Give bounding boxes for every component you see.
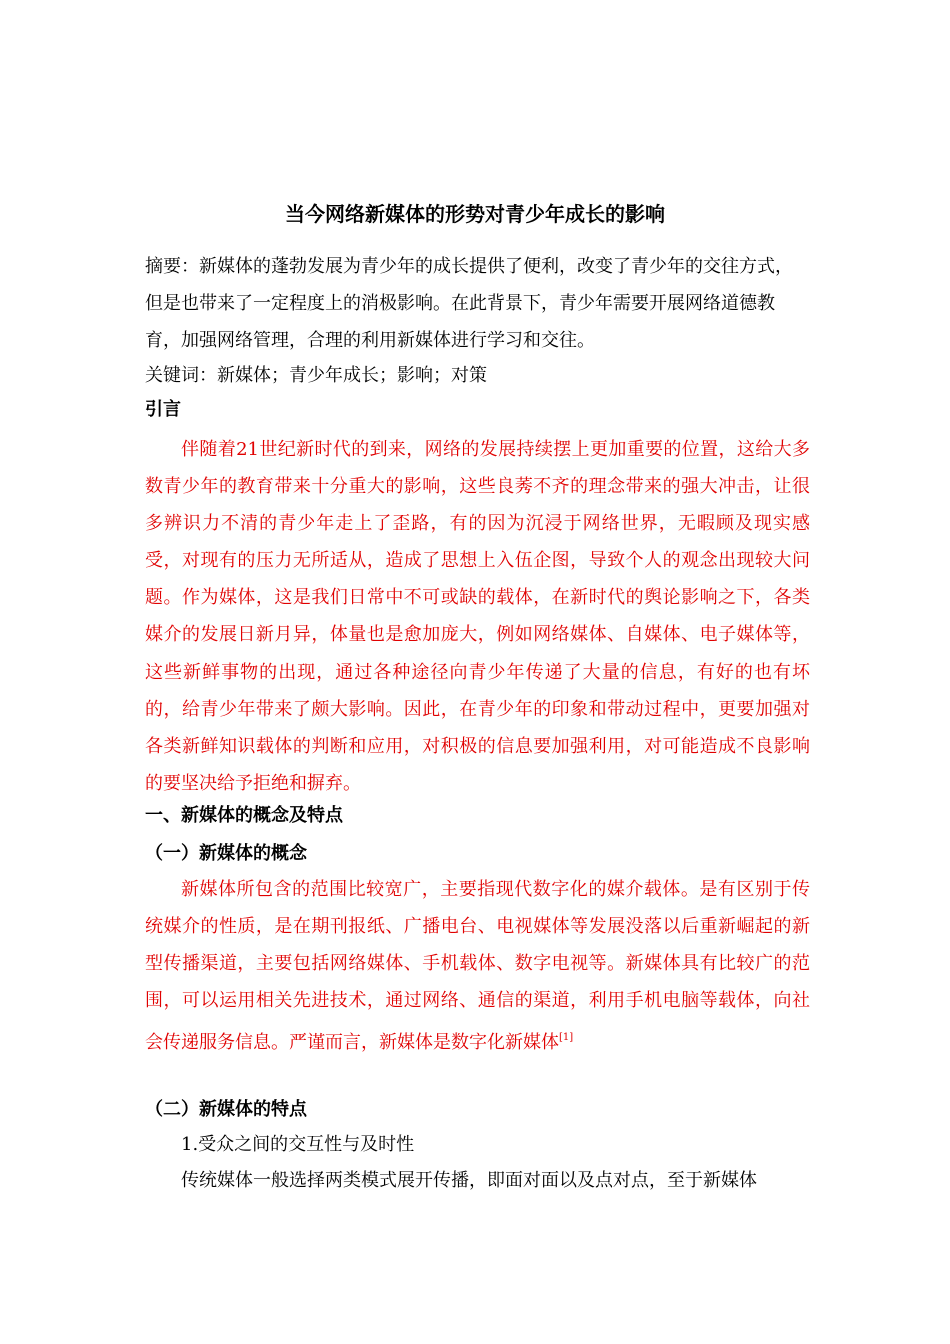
document-title: 当今网络新媒体的形势对青少年成长的影响 (285, 202, 665, 226)
section-heading-1: 一、新媒体的概念及特点 (145, 805, 343, 826)
feature-paragraph: 传统媒体一般选择两类模式展开传播，即面对面以及点对点，至于新媒体 (181, 1170, 757, 1191)
subsection-heading-concept: （一）新媒体的概念 (145, 843, 307, 864)
subsection-heading-features: （二）新媒体的特点 (145, 1099, 307, 1120)
citation-marker[interactable]: [1] (559, 1032, 574, 1044)
list-item-1: 1.受众之间的交互性与及时性 (181, 1134, 415, 1155)
concept-paragraph (145, 871, 810, 1061)
concept-text: 新媒体所包含的范围比较宽广，主要指现代数字化的媒介载体。是有区别于传统媒介的性质，是在期刊报纸、广播电台、电视媒体等发展没落以后重新崛起的新型传播渠道，主要包括网络媒体、手机载体、数字电视等。新媒体具有比较广的范围，可以运用相关先进技术，通过网络、通信的渠道，利用手机电脑等载体，向社会传递服务信息。严谨而言，新媒体是数字化新媒体 (145, 879, 810, 1054)
intro-paragraph: 伴随着21世纪新时代的到来，网络的发展持续摆上更加重要的位置，这给大多数青少年的教育带来十分重大的影响，这些良莠不齐的理念带来的强大冲击，让很多辨识力不清的青少年走上了歪路，有的因为沉浸于网络世界，无暇顾及现实感受，对现有的压力无所适从，造成了思想上入伍企图，导致个人的观念出现较大问题。作为媒体，这是我们日常中不可或缺的载体，在新时代的舆论影响之下，各类媒介的发展日新月异，体量也是愈加庞大，例如网络媒体、自媒体、电子媒体等，这些新鲜事物的出现，通过各种途径向青少年传递了大量的信息，有好的也有坏的，给青少年带来了颇大影响。因此，在青少年的印象和带动过程中，更要加强对各类新鲜知识载体的判断和应用，对积极的信息要加强利用，对可能造成不良影响的要坚决给予拒绝和摒弃。 (145, 439, 810, 794)
abstract-paragraph: 摘要：新媒体的蓬勃发展为青少年的成长提供了便利，改变了青少年的交往方式，但是也带来了一定程度上的消极影响。在此背景下，青少年需要开展网络道德教育，加强网络管理，合理的利用新媒体进行学习和交往。 (145, 256, 793, 351)
keywords-line: 关键词：新媒体；青少年成长；影响；对策 (145, 365, 487, 386)
intro-heading: 引言 (145, 399, 181, 420)
